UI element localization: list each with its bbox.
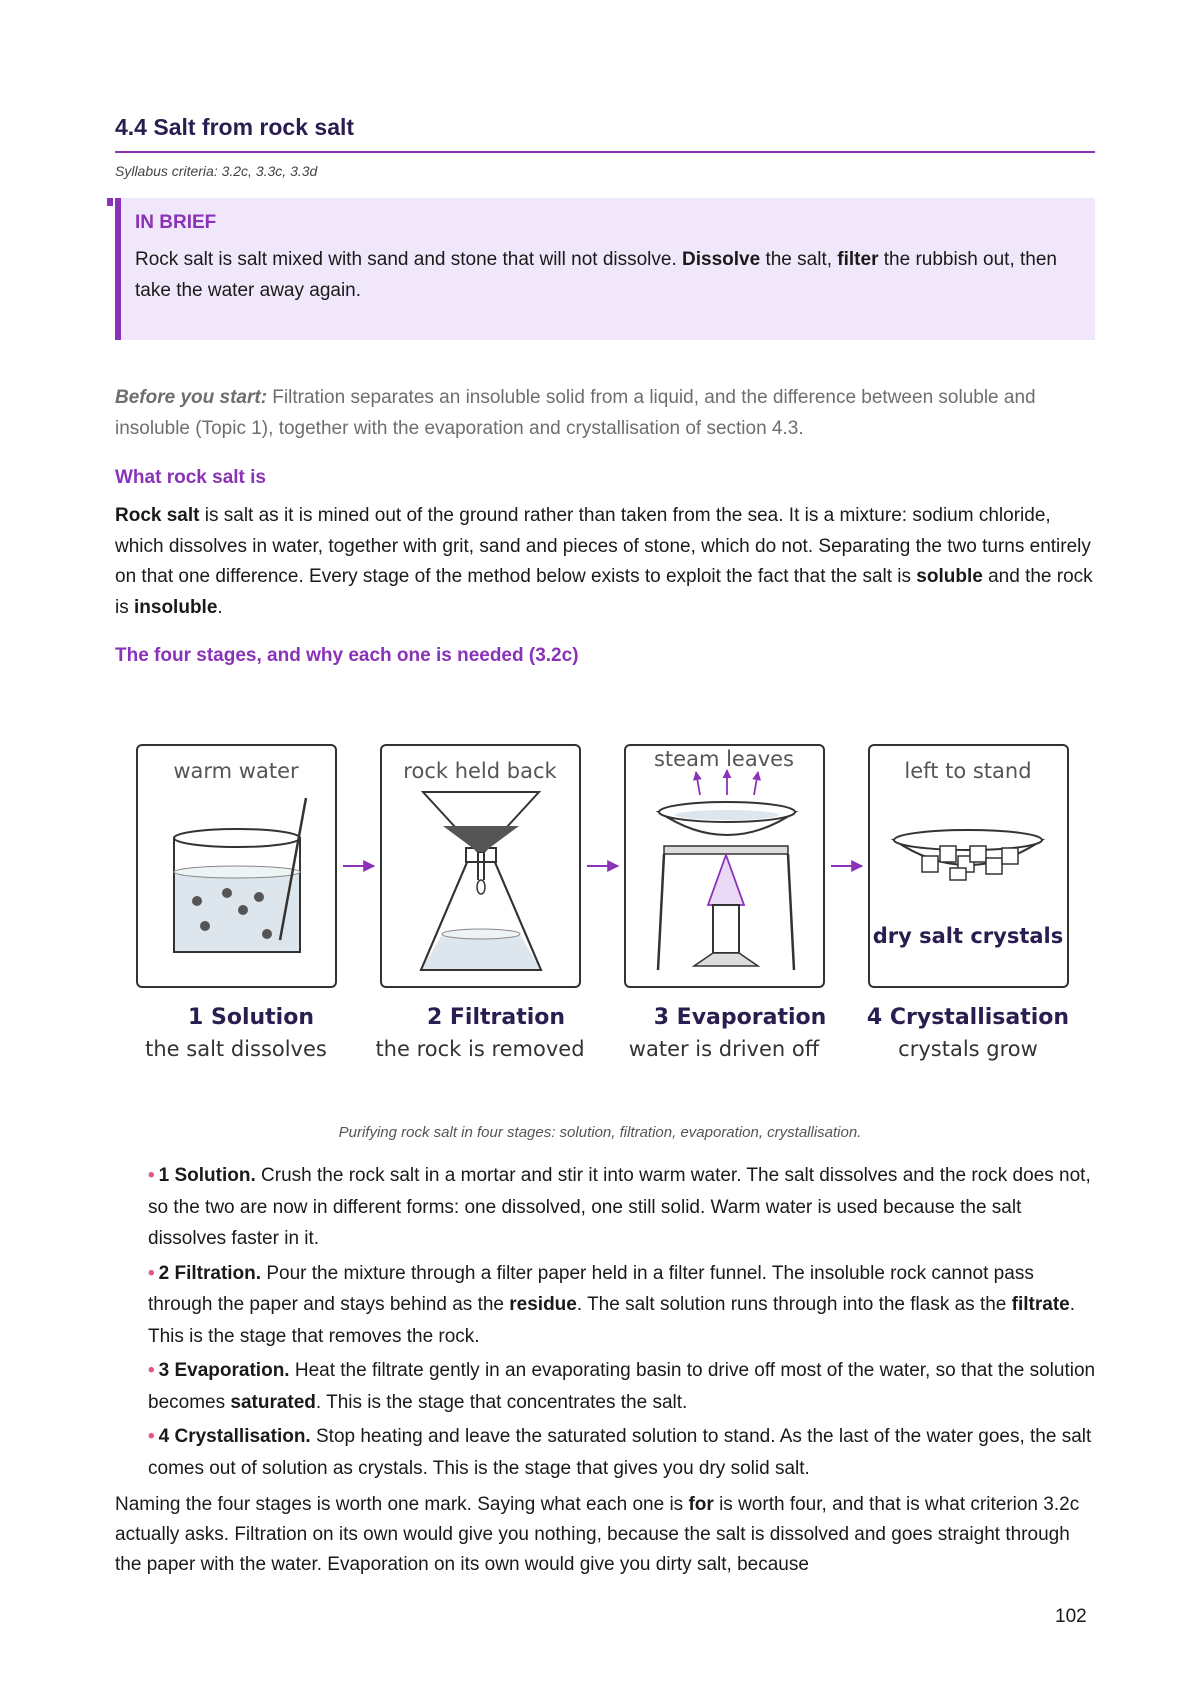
panel-solution bbox=[137, 745, 336, 1061]
panel-top-label: warm water bbox=[173, 759, 299, 783]
text-run: Rock salt is salt mixed with sand and stone that will not dissolve. bbox=[135, 249, 683, 270]
bold-term: insoluble bbox=[134, 596, 218, 618]
panel-title: 4 Crystallisation bbox=[866, 1005, 1070, 1030]
brief-marker bbox=[107, 198, 113, 206]
text-run: Stop heating and leave the saturated solution to stand. As the last of the water goes, the salt comes out of solution as crystals. This is the stage that gives you dry solid salt. bbox=[148, 1426, 1092, 1479]
text-run: . The salt solution runs through into the flask as the bbox=[576, 1294, 1012, 1315]
text-run: . bbox=[217, 596, 223, 618]
bold-term: Rock salt bbox=[115, 505, 200, 526]
page-number: 102 bbox=[1055, 1606, 1087, 1627]
text-run: Heat the filtrate gently in an evaporating basin to drive off most of the water, so that the solution becomes bbox=[148, 1360, 1096, 1413]
heading-what-rock-salt-is: What rock salt is bbox=[115, 467, 266, 488]
panel-subtitle: water is driven off bbox=[628, 1037, 820, 1061]
bold-term: filtrate bbox=[1011, 1294, 1070, 1315]
panel-top-label: rock held back bbox=[403, 759, 557, 783]
text-run: is worth four, and that is what criterion 3.2c actually asks. Filtration on its own would give you nothing, because the salt is dissolved and goes straight through the paper with the water. Evaporation on its own would give you dirty salt, because bbox=[115, 1494, 1080, 1575]
panel-title: 1 Solution bbox=[188, 1005, 314, 1030]
heading-four-stages: The four stages, and why each one is needed (3.2c) bbox=[115, 645, 579, 666]
bullet-dot-icon: • bbox=[148, 1262, 155, 1284]
section-title: 4.4 Salt from rock salt bbox=[115, 114, 1095, 153]
text-run: Naming the four stages is worth one mark. Saying what each one is bbox=[115, 1494, 689, 1515]
bold-term: 2 Filtration. bbox=[158, 1262, 262, 1284]
text-run: the salt, bbox=[760, 249, 838, 270]
bold-term: saturated bbox=[230, 1391, 316, 1413]
bold-term: residue bbox=[509, 1294, 577, 1315]
in-brief-text bbox=[135, 244, 1081, 306]
bold-term: for bbox=[688, 1494, 714, 1515]
paragraph-what-rock-salt-is bbox=[115, 501, 1100, 623]
list-item bbox=[148, 1421, 1098, 1484]
list-item bbox=[148, 1355, 1098, 1418]
bullet-dot-icon: • bbox=[148, 1426, 155, 1447]
syllabus-criteria: Syllabus criteria: 3.2c, 3.3c, 3.3d bbox=[115, 163, 318, 179]
panel-title: 3 Evaporation bbox=[653, 1005, 827, 1030]
panel-inner-label: dry salt crystals bbox=[872, 924, 1064, 948]
bullet-dot-icon: • bbox=[148, 1360, 155, 1381]
in-brief-heading: IN BRIEF bbox=[135, 212, 217, 233]
bold-term: 4 Crystallisation. bbox=[158, 1426, 311, 1447]
bold-term: filter bbox=[837, 249, 879, 270]
panel-evaporation bbox=[625, 745, 826, 1061]
panel-top-label: left to stand bbox=[904, 759, 1032, 783]
bold-term: 1 Solution. bbox=[158, 1165, 256, 1186]
panel-top-label: steam leaves bbox=[653, 747, 795, 771]
before-text: Filtration separates an insoluble solid from a liquid, and the difference between soluble and insoluble (Topic 1), together with the evaporation and crystallisation of section 4.3. bbox=[115, 387, 1036, 439]
list-item bbox=[148, 1160, 1098, 1255]
text-run: Crush the rock salt in a mortar and stir it into warm water. The salt dissolves and the rock does not, so the two are now in different forms: one dissolved, one still solid. Warm water is used because the salt dissolves faster in it. bbox=[148, 1165, 1091, 1249]
panel-subtitle: the rock is removed bbox=[375, 1037, 585, 1061]
panel-crystallisation bbox=[867, 745, 1069, 1061]
text-run: . This is the stage that concentrates the salt. bbox=[315, 1391, 688, 1413]
figure-caption: Purifying rock salt in four stages: solution, filtration, evaporation, crystallisation. bbox=[338, 1124, 862, 1141]
text-run: the rubbish out, then take the water away again. bbox=[135, 249, 1057, 301]
bullet-dot-icon: • bbox=[148, 1165, 155, 1186]
before-you-start bbox=[115, 382, 1095, 444]
panel-title: 2 Filtration bbox=[426, 1005, 566, 1030]
bold-term: Dissolve bbox=[682, 249, 761, 270]
text-run: is salt as it is mined out of the ground rather than taken from the sea. It is a mixture: sodium chloride, which dissolves in water, together with grit, sand and pieces of stone, which do not. Separating the two turns entirely on that one difference. Every stage of the method below exists to exploit the fact that the salt is bbox=[115, 505, 1091, 587]
list-item bbox=[148, 1258, 1098, 1353]
panel-subtitle: the salt dissolves bbox=[145, 1037, 327, 1061]
closing-paragraph bbox=[115, 1490, 1095, 1580]
before-label: Before you start: bbox=[115, 387, 268, 408]
text-run: Pour the mixture through a filter paper held in a filter funnel. The insoluble rock cannot pass through the paper and stays behind as the bbox=[148, 1262, 1034, 1315]
bold-term: 3 Evaporation. bbox=[158, 1360, 290, 1381]
stage-bullet-list bbox=[148, 1160, 1098, 1487]
bold-term: soluble bbox=[916, 566, 983, 587]
panel-subtitle: crystals grow bbox=[898, 1037, 1038, 1061]
in-brief-box bbox=[115, 198, 1095, 340]
panel-filtration bbox=[375, 745, 584, 1061]
text-run: . This is the stage that removes the rock. bbox=[148, 1294, 1076, 1347]
four-stage-figure bbox=[0, 730, 1200, 1070]
text-run: and the rock is bbox=[115, 566, 1093, 618]
